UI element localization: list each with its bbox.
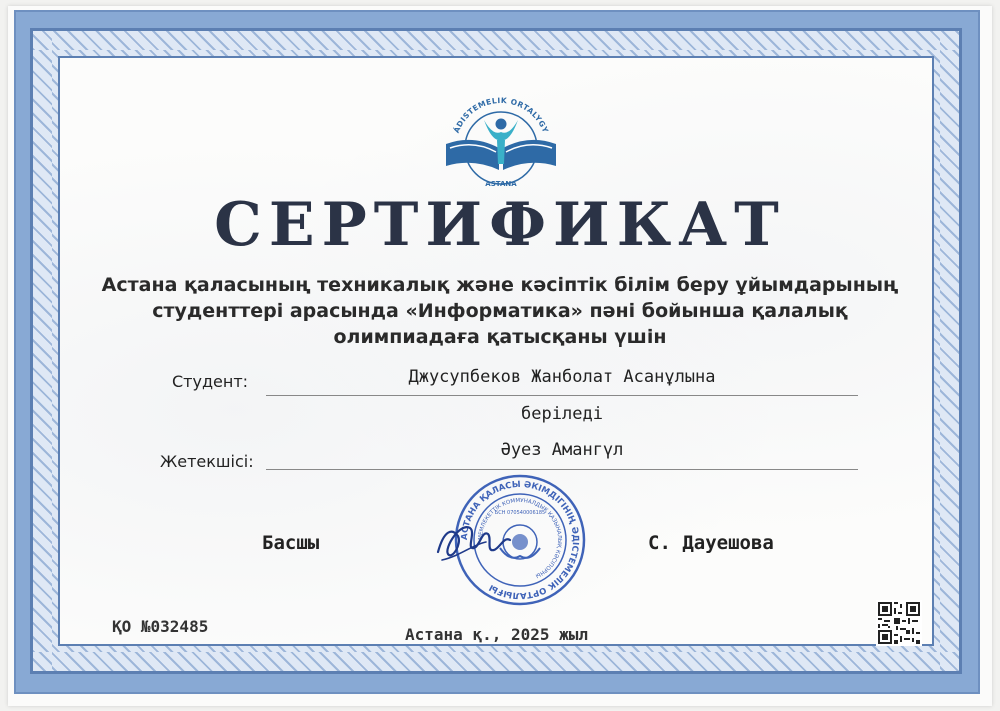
- logo-city-text: ASTANA: [485, 180, 517, 188]
- qr-code[interactable]: [876, 600, 922, 646]
- given-text: беріледі: [521, 404, 603, 424]
- head-label: Басшы: [262, 532, 320, 554]
- stamp-bin: БСН 070540006185: [494, 510, 546, 516]
- certificate-number: ҚО №032485: [112, 617, 209, 636]
- logo-arc-text: ÁDISTEMELIK ORTALYGY: [451, 95, 551, 135]
- student-underline: [266, 395, 858, 396]
- supervisor-label: Жетекшісі:: [160, 452, 254, 471]
- student-name: Джусупбеков Жанболат Асанұлына: [408, 367, 716, 387]
- stamp-ring-text: АСТАНА ҚАЛАСЫ ӘКІМДІГІНІҢ ӘДІСТЕМЕЛІК ОРТАЛЫҒЫ: [459, 479, 581, 601]
- certificate-title: СЕРТИФИКАТ: [214, 190, 786, 260]
- certificate-description: [100, 272, 900, 350]
- official-stamp: [430, 470, 590, 610]
- place-date: Астана қ., 2025 жыл: [405, 625, 589, 644]
- stamp-inner-text: МЕМЛЕКЕТТІК КОММУНАЛДЫҚ ҚАЗЫНАЛЫҚ КӘСІПОРНЫ: [477, 497, 563, 579]
- description-line-3: олимпиадаға қатысқаны үшін: [333, 326, 667, 348]
- organization-logo: [438, 90, 564, 190]
- head-name: С. Дауешова: [648, 532, 774, 554]
- description-line-2: студенттері арасында «Информатика» пәні бойынша қалалық: [152, 300, 848, 322]
- supervisor-name: Әуез Амангүл: [500, 440, 624, 460]
- student-label: Студент:: [172, 372, 249, 391]
- description-line-1: Астана қаласының техникалық және кәсіптік білім беру ұйымдарының: [101, 274, 899, 296]
